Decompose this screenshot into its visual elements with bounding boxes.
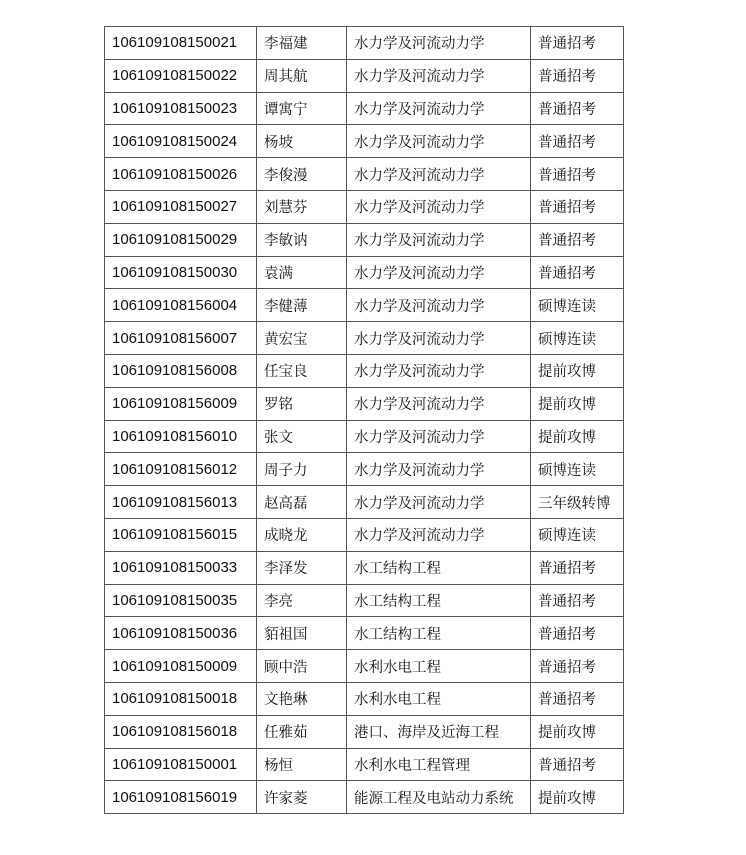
table-row	[105, 92, 624, 125]
admission-type-cell: 普通招考	[531, 59, 624, 92]
major-cell: 水力学及河流动力学	[347, 158, 531, 191]
major-cell: 水力学及河流动力学	[347, 125, 531, 158]
admission-type-cell: 普通招考	[531, 92, 624, 125]
table-row	[105, 617, 624, 650]
table-row	[105, 27, 624, 60]
student-id-cell: 106109108156010	[105, 420, 257, 453]
major-cell: 水力学及河流动力学	[347, 486, 531, 519]
table-row	[105, 223, 624, 256]
student-id-cell: 106109108156008	[105, 354, 257, 387]
name-cell: 任雅茹	[257, 715, 347, 748]
name-cell: 任宝良	[257, 354, 347, 387]
name-cell: 李泽发	[257, 551, 347, 584]
table-row	[105, 125, 624, 158]
major-cell: 水力学及河流动力学	[347, 354, 531, 387]
table-row	[105, 682, 624, 715]
student-id-cell: 106109108150027	[105, 190, 257, 223]
table-row	[105, 420, 624, 453]
student-id-cell: 106109108150035	[105, 584, 257, 617]
admission-type-cell: 普通招考	[531, 748, 624, 781]
admission-type-cell: 硕博连读	[531, 289, 624, 322]
major-cell: 水力学及河流动力学	[347, 420, 531, 453]
name-cell: 刘慧芬	[257, 190, 347, 223]
major-cell: 水工结构工程	[347, 584, 531, 617]
admission-type-cell: 提前攻博	[531, 420, 624, 453]
major-cell: 水力学及河流动力学	[347, 59, 531, 92]
name-cell: 周其航	[257, 59, 347, 92]
name-cell: 杨坡	[257, 125, 347, 158]
table-row	[105, 584, 624, 617]
major-cell: 水力学及河流动力学	[347, 387, 531, 420]
admission-type-cell: 提前攻博	[531, 387, 624, 420]
name-cell: 李健薄	[257, 289, 347, 322]
student-id-cell: 106109108150026	[105, 158, 257, 191]
admission-type-cell: 普通招考	[531, 223, 624, 256]
admission-type-cell: 普通招考	[531, 158, 624, 191]
name-cell: 文艳琳	[257, 682, 347, 715]
admission-type-cell: 普通招考	[531, 125, 624, 158]
name-cell: 赵高磊	[257, 486, 347, 519]
student-id-cell: 106109108150029	[105, 223, 257, 256]
table-row	[105, 190, 624, 223]
student-id-cell: 106109108156015	[105, 518, 257, 551]
name-cell: 成晓龙	[257, 518, 347, 551]
student-list-table	[104, 26, 624, 814]
name-cell: 李俊漫	[257, 158, 347, 191]
admission-type-cell: 普通招考	[531, 584, 624, 617]
student-id-cell: 106109108150024	[105, 125, 257, 158]
student-id-cell: 106109108150009	[105, 650, 257, 683]
major-cell: 水力学及河流动力学	[347, 453, 531, 486]
admission-type-cell: 普通招考	[531, 551, 624, 584]
major-cell: 水力学及河流动力学	[347, 289, 531, 322]
table-row	[105, 518, 624, 551]
name-cell: 袁满	[257, 256, 347, 289]
student-id-cell: 106109108150033	[105, 551, 257, 584]
name-cell: 谭寓宁	[257, 92, 347, 125]
student-id-cell: 106109108150030	[105, 256, 257, 289]
major-cell: 水力学及河流动力学	[347, 256, 531, 289]
major-cell: 水力学及河流动力学	[347, 92, 531, 125]
table-row	[105, 289, 624, 322]
major-cell: 水工结构工程	[347, 617, 531, 650]
major-cell: 水力学及河流动力学	[347, 223, 531, 256]
student-id-cell: 106109108156012	[105, 453, 257, 486]
name-cell: 许家菱	[257, 781, 347, 814]
student-id-cell: 106109108156019	[105, 781, 257, 814]
major-cell: 水力学及河流动力学	[347, 518, 531, 551]
table-row	[105, 387, 624, 420]
major-cell: 水力学及河流动力学	[347, 322, 531, 355]
admission-type-cell: 提前攻博	[531, 781, 624, 814]
name-cell: 李亮	[257, 584, 347, 617]
admission-type-cell: 提前攻博	[531, 354, 624, 387]
student-id-cell: 106109108150022	[105, 59, 257, 92]
table-row	[105, 354, 624, 387]
admission-type-cell: 普通招考	[531, 256, 624, 289]
admission-type-cell: 硕博连读	[531, 322, 624, 355]
table-row	[105, 158, 624, 191]
admission-type-cell: 硕博连读	[531, 453, 624, 486]
major-cell: 水力学及河流动力学	[347, 190, 531, 223]
major-cell: 水利水电工程	[347, 650, 531, 683]
table-row	[105, 650, 624, 683]
name-cell: 罗铭	[257, 387, 347, 420]
admission-type-cell: 普通招考	[531, 190, 624, 223]
admission-type-cell: 提前攻博	[531, 715, 624, 748]
student-id-cell: 106109108150018	[105, 682, 257, 715]
major-cell: 水利水电工程	[347, 682, 531, 715]
table-row	[105, 322, 624, 355]
student-id-cell: 106109108150023	[105, 92, 257, 125]
name-cell: 张文	[257, 420, 347, 453]
name-cell: 李敏讷	[257, 223, 347, 256]
admission-type-cell: 普通招考	[531, 650, 624, 683]
student-id-cell: 106109108156018	[105, 715, 257, 748]
major-cell: 水利水电工程管理	[347, 748, 531, 781]
name-cell: 周子力	[257, 453, 347, 486]
table-row	[105, 59, 624, 92]
major-cell: 水力学及河流动力学	[347, 27, 531, 60]
table-row	[105, 748, 624, 781]
table-row	[105, 715, 624, 748]
student-id-cell: 106109108156004	[105, 289, 257, 322]
name-cell: 杨恒	[257, 748, 347, 781]
admission-type-cell: 普通招考	[531, 27, 624, 60]
admission-type-cell: 三年级转博	[531, 486, 624, 519]
admission-type-cell: 硕博连读	[531, 518, 624, 551]
name-cell: 顾中浩	[257, 650, 347, 683]
student-id-cell: 106109108150001	[105, 748, 257, 781]
major-cell: 水工结构工程	[347, 551, 531, 584]
student-id-cell: 106109108150036	[105, 617, 257, 650]
name-cell: 黄宏宝	[257, 322, 347, 355]
student-id-cell: 106109108156013	[105, 486, 257, 519]
major-cell: 港口、海岸及近海工程	[347, 715, 531, 748]
table-row	[105, 453, 624, 486]
student-id-cell: 106109108156007	[105, 322, 257, 355]
name-cell: 李福建	[257, 27, 347, 60]
admission-type-cell: 普通招考	[531, 617, 624, 650]
student-id-cell: 106109108150021	[105, 27, 257, 60]
table-row	[105, 256, 624, 289]
student-id-cell: 106109108156009	[105, 387, 257, 420]
major-cell: 能源工程及电站动力系统	[347, 781, 531, 814]
admission-type-cell: 普通招考	[531, 682, 624, 715]
table-row	[105, 486, 624, 519]
table-row	[105, 551, 624, 584]
table-row	[105, 781, 624, 814]
name-cell: 貊祖国	[257, 617, 347, 650]
